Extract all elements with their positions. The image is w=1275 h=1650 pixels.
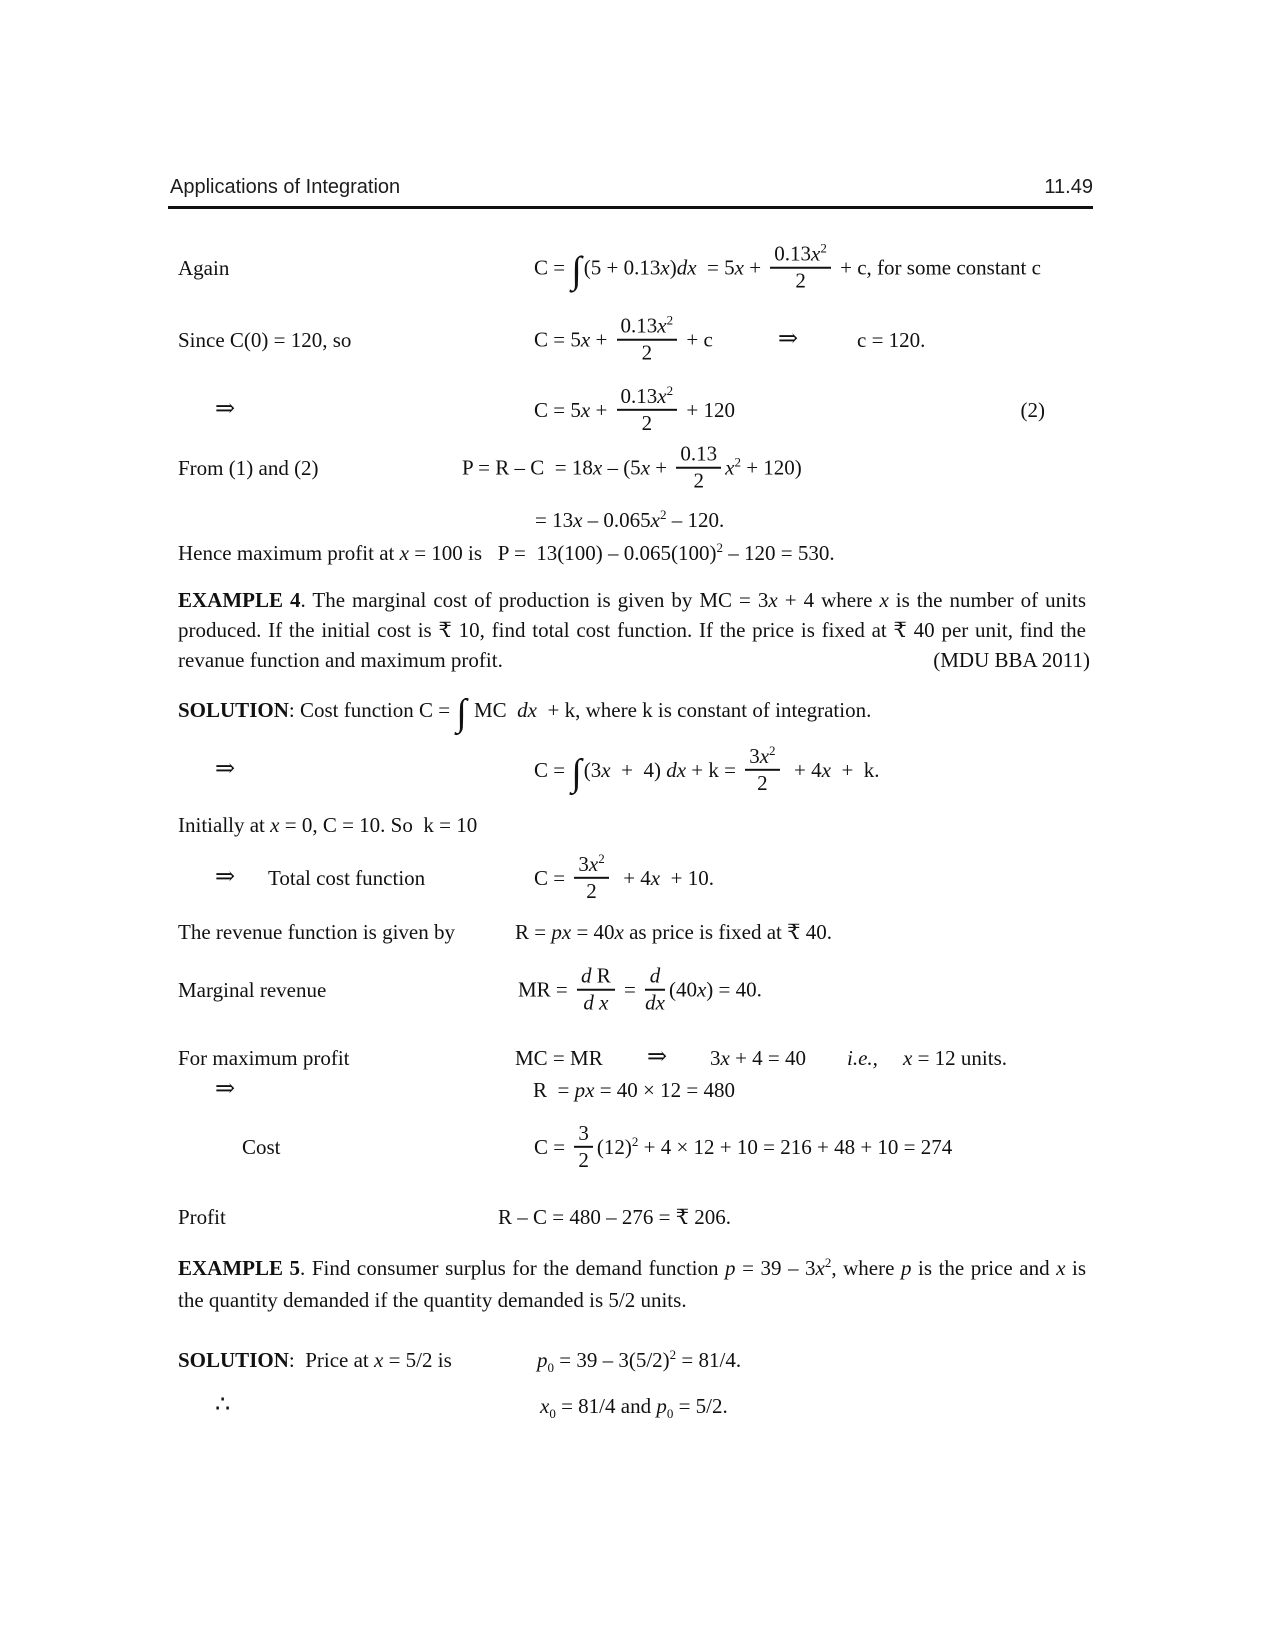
therefore-sign: ∴ <box>215 1392 231 1419</box>
line-label: From (1) and (2) <box>178 455 319 480</box>
fraction-numerator: d <box>649 963 661 988</box>
math-text: $(12)^2 + 4 \times 12 + 10 = 216 + 48 + 10 = 274$ <box>596 1133 953 1159</box>
math-text: + 4x + k. <box>783 757 880 782</box>
line-marginal-revenue <box>178 963 1090 1015</box>
implies-arrow: ⇒ <box>647 1044 668 1071</box>
line-since <box>178 312 1090 365</box>
math-text: + c <box>681 327 713 352</box>
line-hence-max-profit <box>178 541 1090 565</box>
fraction-denominator: 2 <box>676 467 721 494</box>
equation-total-cost-120 <box>534 384 735 436</box>
math-text: MC dx + k, where k is constant of integration. <box>468 697 872 722</box>
math-text: + 120 <box>681 397 735 422</box>
example-5-heading: EXAMPLE 5 <box>178 1256 301 1280</box>
line-from-1-2 <box>178 441 1090 493</box>
math-text: R – C = 480 – 276 = ₹ 206. <box>498 1204 732 1229</box>
running-title: Applications of Integration <box>170 176 401 198</box>
line-again <box>178 240 1090 293</box>
solution-heading: SOLUTION <box>178 1347 289 1372</box>
math-text: (3x + 4) dx + k = <box>583 757 742 782</box>
math-text: C = <box>534 255 571 280</box>
math-text: c = 120. <box>857 327 926 352</box>
math-text: R = px = 40 × 12 = 480 <box>533 1077 735 1102</box>
line-max-profit-condition <box>178 1046 1090 1070</box>
fraction-denominator: 2 <box>574 877 608 904</box>
line-label: For maximum profit <box>178 1045 350 1070</box>
fraction-denominator: dx <box>645 990 665 1015</box>
example-4-text: . The marginal cost of production is given by MC = 3x + 4 where x is the number of units produced. If the initial cost is ₹ 10, find total cost function. If the price is fixed at ₹ 40 per unit, find the revanue function and maximum profit. <box>178 588 1086 672</box>
page-number: 11.49 <box>1044 176 1093 198</box>
fraction-numerator: $3x^2$ <box>749 742 776 768</box>
line-label: Profit <box>178 1204 226 1229</box>
equation-marginal-revenue <box>518 964 762 1016</box>
fraction <box>745 744 779 796</box>
line-label: The revenue function is given by <box>178 919 455 944</box>
math-text: MR = <box>518 977 574 1002</box>
fraction <box>574 852 608 904</box>
example-5-paragraph <box>178 1252 1086 1316</box>
implies-arrow: ⇒ <box>778 326 799 353</box>
math-text: + 4x + 10. <box>612 865 714 890</box>
implies-arrow: ⇒ <box>215 756 236 783</box>
fraction-numerator: $3x^2$ <box>578 850 605 876</box>
math-text: P = R – C = 18x – (5x + <box>462 455 673 480</box>
fraction-denominator: 2 <box>617 339 678 366</box>
fraction-denominator: 2 <box>617 409 678 436</box>
math-text: C = 5x + <box>534 397 613 422</box>
equation-cost-integral <box>534 242 1041 294</box>
fraction-numerator: 0.13 <box>680 441 718 466</box>
fraction-denominator: 2 <box>574 1146 593 1173</box>
math-text: MC = MR <box>515 1045 603 1070</box>
fraction <box>574 1121 593 1173</box>
line-label: Since C(0) = 120, so <box>178 327 352 352</box>
example-4-heading: EXAMPLE 4 <box>178 588 301 612</box>
fraction-denominator: 2 <box>770 267 831 294</box>
math-text: i.e., <box>847 1045 878 1070</box>
page-header <box>168 176 1093 209</box>
math-text: $x_0 = 81/4$ and $p_0 = 5/2$. <box>540 1393 728 1421</box>
integral-sign: ∫ <box>571 249 582 292</box>
equation-number: (2) <box>1020 397 1045 422</box>
fraction-denominator: d x <box>577 989 615 1016</box>
math-text: $p_0 = 39 - 3(5/2)^2 = 81/4$. <box>537 1346 742 1375</box>
fraction <box>577 964 615 1016</box>
math-text: C = <box>534 1134 571 1159</box>
fraction-numerator: 3 <box>578 1120 589 1145</box>
math-text: C = <box>534 865 571 890</box>
exam-citation: (MDU BBA 2011) <box>933 647 1090 672</box>
fraction-numerator: d R <box>581 963 611 988</box>
fraction <box>617 384 678 436</box>
equation-profit <box>462 442 802 494</box>
math-text: C = <box>534 757 571 782</box>
math-text: $x^2 + 120$) <box>725 454 802 480</box>
math-text: : Price at x = 5/2 is <box>288 1347 452 1372</box>
fraction <box>676 442 721 494</box>
fraction-denominator: 2 <box>745 769 779 796</box>
line-solution-5 <box>178 1346 1090 1375</box>
line-initially <box>178 813 1090 837</box>
math-text: = $13x - 0.065x^2 - 120$. <box>535 506 725 532</box>
math-text: : Cost function C = <box>288 697 456 722</box>
fraction-numerator: $0.13x^2$ <box>620 382 674 408</box>
example-5-text: . Find consumer surplus for the demand function $p = 39 - 3x^2$, where p is the price and x is the quantity demanded if the quantity demanded is 5/2 units. <box>178 1255 1086 1312</box>
integral-sign: ∫ <box>456 691 467 734</box>
math-text: = <box>618 977 642 1002</box>
math-text: 3x + 4 = 40 <box>710 1045 807 1070</box>
line-label: Total cost function <box>268 865 426 890</box>
math-text: x = 12 units. <box>903 1045 1008 1070</box>
equation-total-cost <box>534 852 714 904</box>
equation-cost-ex4 <box>534 744 880 796</box>
implies-arrow: ⇒ <box>215 864 236 891</box>
math-text: (40x) = 40. <box>668 977 762 1002</box>
math-text: C = 5x + <box>534 327 613 352</box>
integral-sign: ∫ <box>571 751 582 794</box>
implies-arrow: ⇒ <box>215 396 236 423</box>
fraction-numerator: $0.13x^2$ <box>774 240 827 266</box>
line-profit-value <box>178 1205 1090 1229</box>
line-label: Cost <box>242 1134 281 1159</box>
fraction-numerator: $0.13x^2$ <box>620 312 674 338</box>
fraction <box>770 242 831 294</box>
fraction <box>617 314 678 366</box>
fraction <box>645 964 665 1016</box>
solution-heading: SOLUTION <box>178 697 289 722</box>
line-label: Marginal revenue <box>178 977 327 1002</box>
equation-cost-value <box>534 1121 952 1173</box>
math-text: R = px = 40x as price is fixed at ₹ 40. <box>515 919 832 944</box>
math-text: Hence maximum profit at x = 100 is $P = 13(100) - 0.065(100)^2 - 120 = 530$. <box>178 539 835 565</box>
equation-c-with-constant <box>534 314 713 366</box>
line-solution-4 <box>178 691 1090 734</box>
math-text: + c, for some constant c <box>834 255 1041 280</box>
math-text: (5 + 0.13x)dx = 5x + <box>583 255 767 280</box>
math-text: Initially at x = 0, C = 10. So k = 10 <box>178 812 478 837</box>
line-label: Again <box>178 255 230 280</box>
line-revenue-function <box>178 920 1090 944</box>
implies-arrow: ⇒ <box>215 1076 236 1103</box>
